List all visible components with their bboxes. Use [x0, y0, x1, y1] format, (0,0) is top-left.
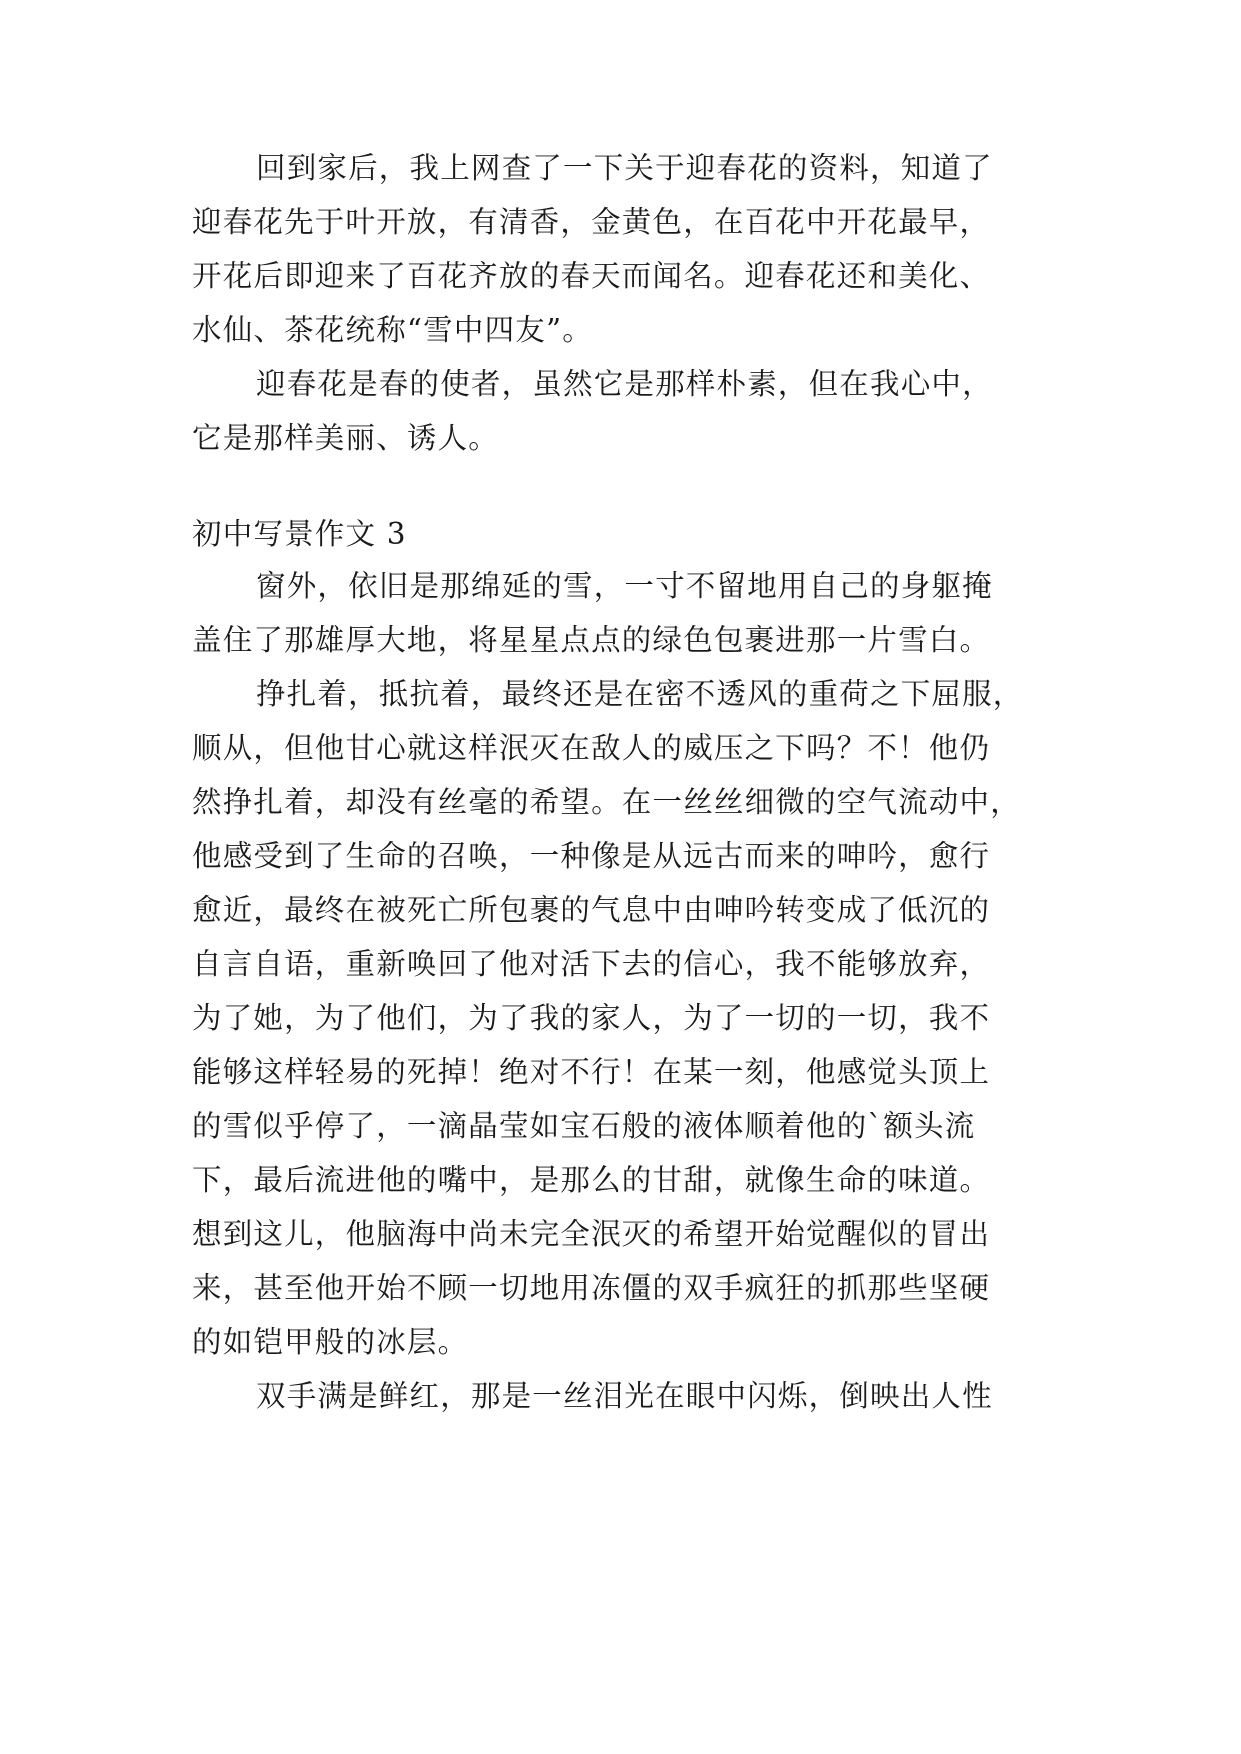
paragraph-line: 能够这样轻易的死掉！绝对不行！在某一刻，他感觉头顶上: [192, 1055, 991, 1089]
paragraph-line: 想到这儿，他脑海中尚未完全泯灭的希望开始觉醒似的冒出: [192, 1217, 991, 1251]
paragraph-line: 来，甚至他开始不顾一切地用冻僵的双手疯狂的抓那些坚硬: [192, 1271, 991, 1305]
paragraph-line: 它是那样美丽、诱人。: [192, 421, 500, 455]
paragraph-line: 的雪似乎停了，一滴晶莹如宝石般的液体顺着他的`额头流: [192, 1109, 976, 1143]
paragraph-line: 愈近，最终在被死亡所包裹的气息中由呻吟转变成了低沉的: [192, 893, 991, 927]
paragraph-line: 迎春花是春的使者，虽然它是那样朴素，但在我心中，: [256, 367, 993, 401]
paragraph-line: 顺从，但他甘心就这样泯灭在敌人的威压之下吗？不！他仍: [192, 731, 991, 765]
paragraph-line: 盖住了那雄厚大地，将星星点点的绿色包裹进那一片雪白。: [192, 623, 991, 657]
paragraph-line: 他感受到了生命的召唤，一种像是从远古而来的呻吟，愈行: [192, 839, 991, 873]
paragraph-line: 窗外，依旧是那绵延的雪，一寸不留地用自己的身躯掩: [256, 569, 993, 603]
paragraph-line: 水仙、茶花统称“雪中四友”。: [192, 313, 593, 347]
section-heading: 初中写景作文 3: [192, 517, 407, 551]
paragraph-line: 的如铠甲般的冰层。: [192, 1325, 469, 1359]
paragraph-line: 然挣扎着，却没有丝毫的希望。在一丝丝细微的空气流动中，: [192, 785, 1021, 819]
paragraph-line: 迎春花先于叶开放，有清香，金黄色，在百花中开花最早，: [192, 205, 991, 239]
paragraph-line: 回到家后，我上网查了一下关于迎春花的资料，知道了: [256, 151, 993, 185]
paragraph-line: 开花后即迎来了百花齐放的春天而闻名。迎春花还和美化、: [192, 259, 991, 293]
paragraph-line: 挣扎着，抵抗着，最终还是在密不透风的重荷之下屈服，: [256, 677, 1024, 711]
paragraph-line: 下，最后流进他的嘴中，是那么的甘甜，就像生命的味道。: [192, 1163, 991, 1197]
paragraph-line: 双手满是鲜红，那是一丝泪光在眼中闪烁，倒映出人性: [256, 1379, 993, 1413]
paragraph-line: 自言自语，重新唤回了他对活下去的信心，我不能够放弃，: [192, 947, 991, 981]
paragraph-line: 为了她，为了他们，为了我的家人，为了一切的一切，我不: [192, 1001, 991, 1035]
